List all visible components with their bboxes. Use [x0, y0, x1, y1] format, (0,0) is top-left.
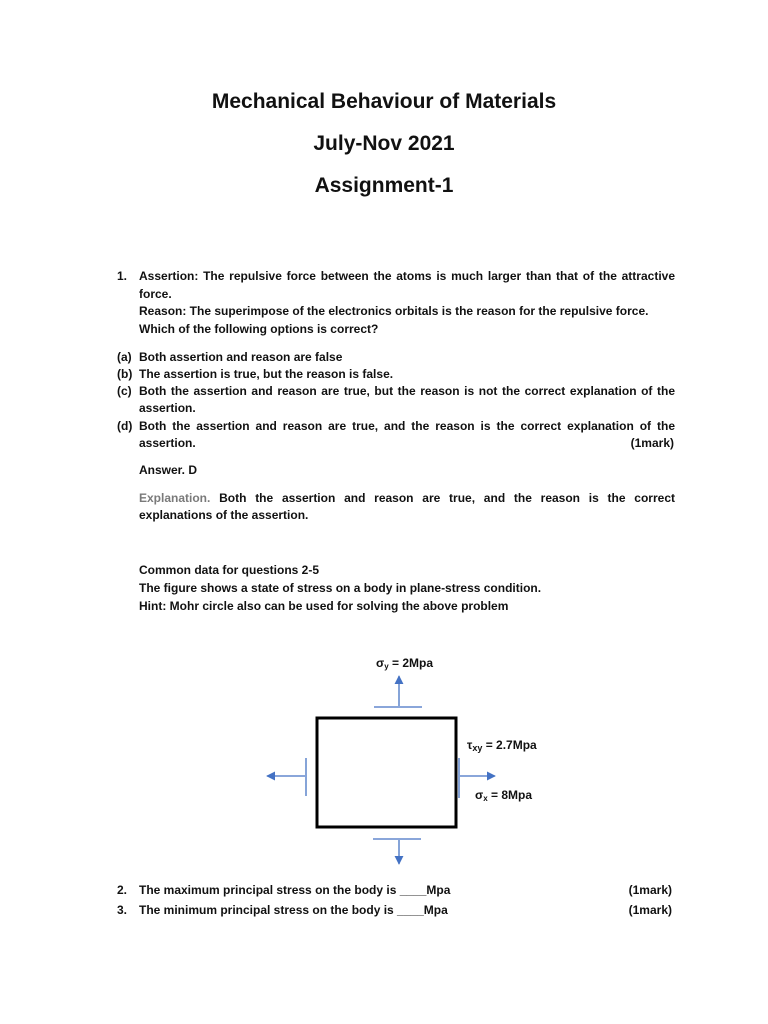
- q1-assertion-line1: Assertion: The repulsive force between the atoms is much larger than that of the attractive: [139, 269, 675, 283]
- option-d-text: Both the assertion and reason are true, and the reason is the correct explanation of the: [139, 419, 675, 433]
- question-3-text: The minimum principal stress on the body is ____Mpa: [139, 903, 448, 917]
- q1-prompt: Which of the following options is correct?: [139, 322, 379, 336]
- tau-xy-label: τxy = 2.7Mpa: [467, 738, 537, 753]
- stress-body-square: [317, 718, 456, 827]
- sigma-x-label: σx = 8Mpa: [475, 788, 533, 803]
- question-2-marks: (1mark): [628, 883, 672, 897]
- common-data-hint: Hint: Mohr circle also can be used for solving the above problem: [139, 599, 509, 613]
- q1-answer: Answer. D: [139, 463, 198, 477]
- question-2-text: The maximum principal stress on the body is ____Mpa: [139, 883, 451, 897]
- option-a-label: (a): [117, 350, 132, 364]
- option-c-text: Both the assertion and reason are true, but the reason is not the correct explanation of the: [139, 384, 675, 398]
- option-a-text: Both assertion and reason are false: [139, 350, 343, 364]
- common-data-heading: Common data for questions 2-5: [139, 563, 320, 577]
- q1-explanation-line2: explanations of the assertion.: [139, 508, 309, 522]
- common-data-description: The figure shows a state of stress on a body in plane-stress condition.: [139, 581, 542, 595]
- option-c-cont: assertion.: [139, 401, 196, 415]
- question-1-number: 1.: [117, 269, 128, 283]
- q1-explanation-line1: [139, 490, 675, 507]
- assignment-title: Assignment-1: [314, 174, 454, 197]
- option-b-text: The assertion is true, but the reason is false.: [139, 367, 394, 381]
- option-b-label: (b): [117, 367, 133, 381]
- q1-reason: Reason: The superimpose of the electronics orbitals is the reason for the repulsive force.: [139, 304, 649, 318]
- option-d-label: (d): [117, 419, 133, 433]
- question-3-marks: (1mark): [628, 903, 672, 917]
- question-3-number: 3.: [117, 903, 128, 917]
- q1-assertion-line2: force.: [139, 287, 172, 301]
- q1-marks: (1mark): [630, 436, 674, 450]
- option-d-cont: assertion.: [139, 436, 196, 450]
- question-2-number: 2.: [117, 883, 128, 897]
- document-title: Mechanical Behaviour of Materials: [211, 90, 557, 113]
- explanation-text: Both the assertion and reason are true, and the reason is the correct: [219, 491, 675, 505]
- option-c-label: (c): [117, 384, 132, 398]
- explanation-label: Explanation.: [139, 491, 211, 505]
- sigma-y-label: σy = 2Mpa: [376, 656, 434, 671]
- session-subtitle: July-Nov 2021: [313, 132, 455, 155]
